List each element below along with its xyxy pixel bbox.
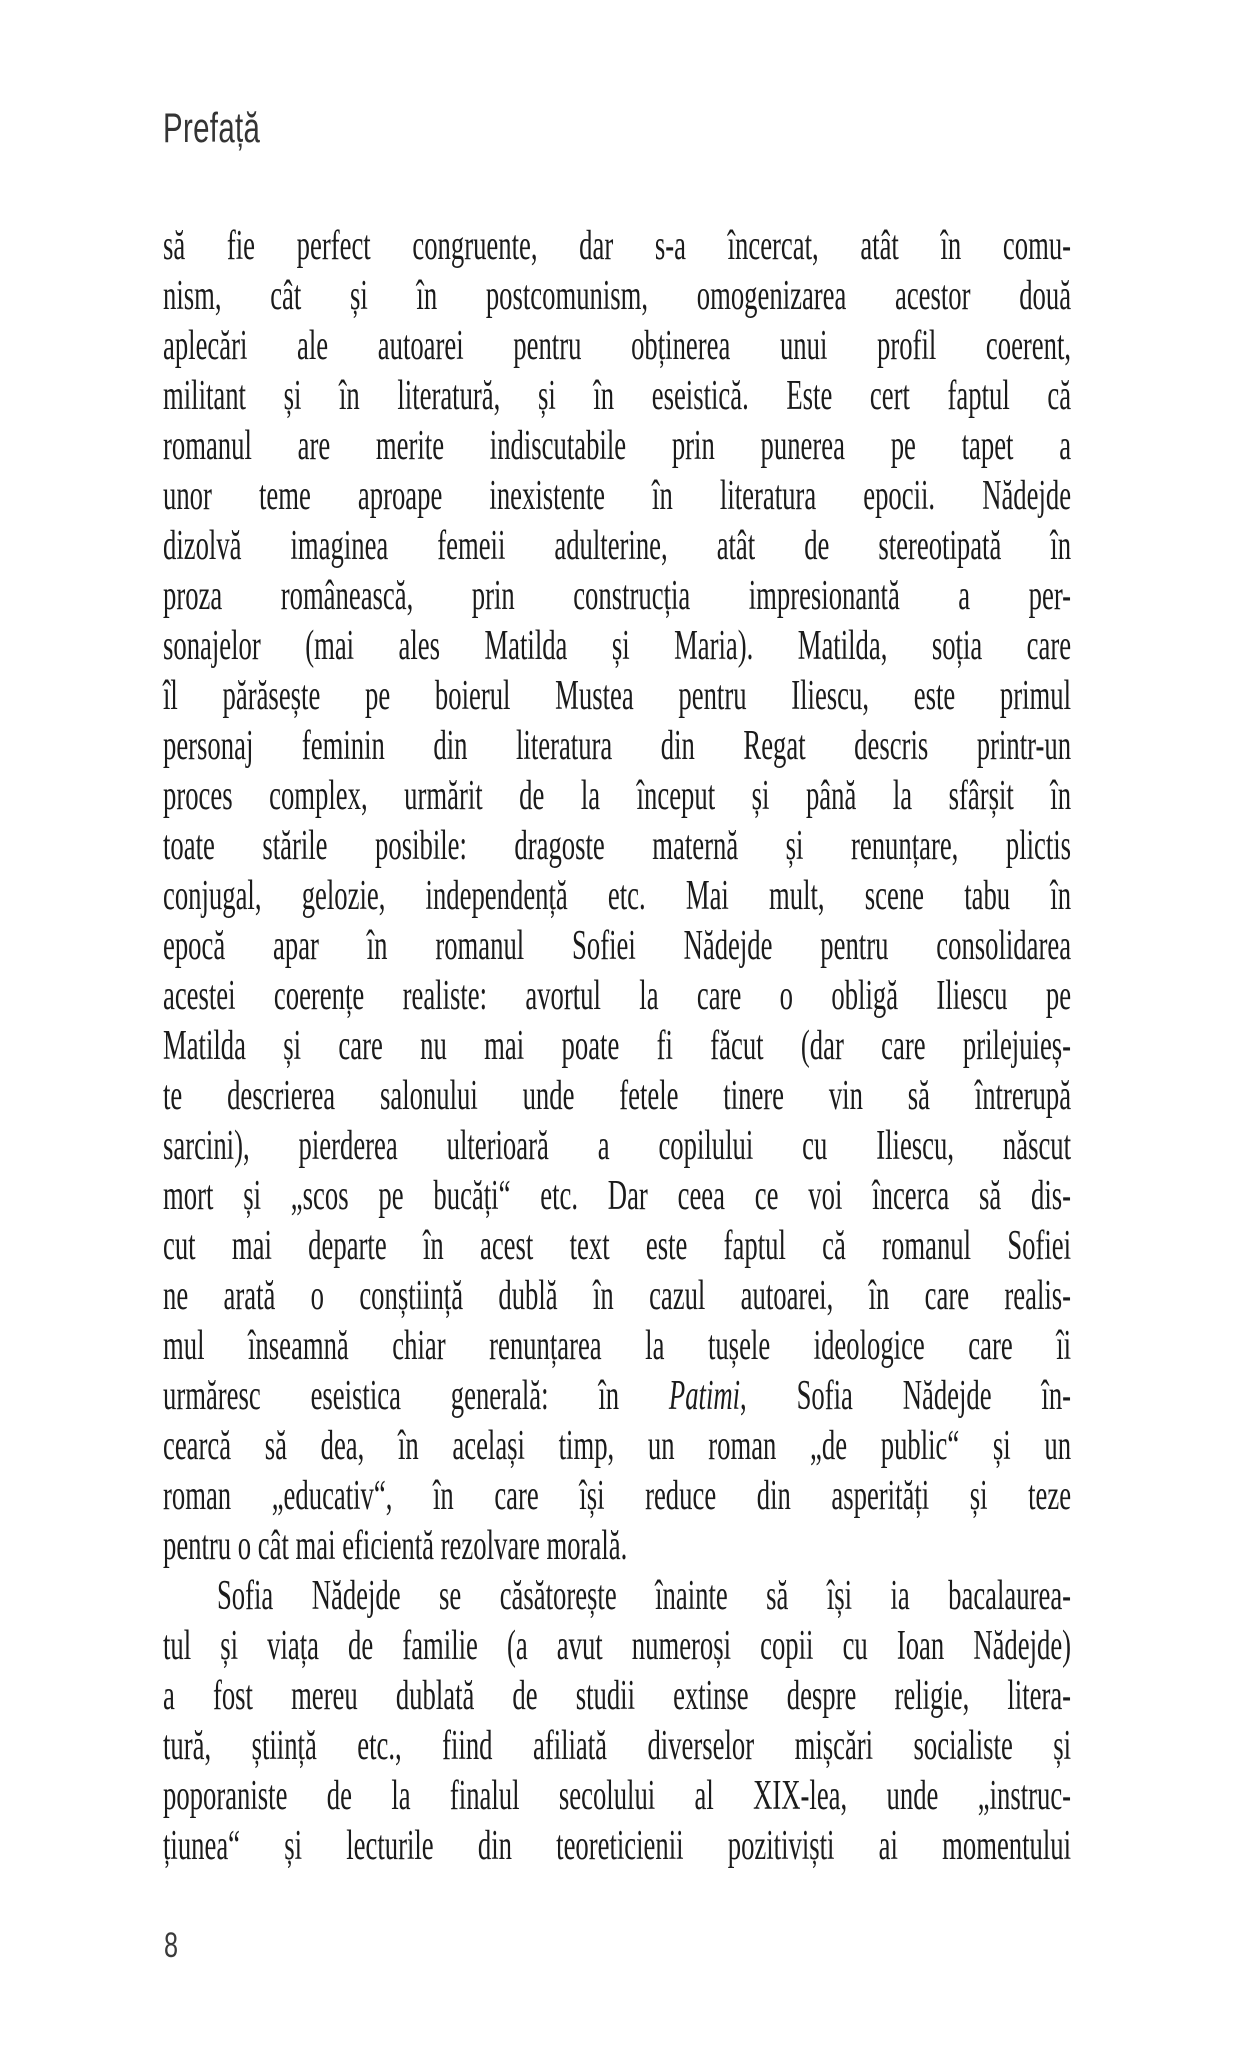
text-line	[163, 321, 1071, 371]
text-segment: ne arată o conștiință dublă în cazul autoarei, în care realis-	[163, 1273, 1072, 1319]
text-segment: țiunea“ și lecturile din teoreticienii pozitiviști ai momentului	[163, 1823, 1072, 1869]
text-segment: romanul are merite indiscutabile prin punerea pe tapet a	[163, 423, 1072, 469]
text-segment: militant și în literatură, și în eseistică. Este cert faptul că	[163, 373, 1072, 419]
chapter-header: Prefață	[163, 104, 261, 151]
body-text-block	[163, 221, 1071, 1871]
text-line	[163, 1071, 1071, 1121]
text-segment: epocă apar în romanul Sofiei Nădejde pentru consolidarea	[163, 923, 1072, 969]
text-line	[163, 821, 1071, 871]
text-line	[163, 221, 1071, 271]
text-segment: roman „educativ“, în care își reduce din asperități și teze	[163, 1473, 1072, 1519]
text-segment: tul și viața de familie (a avut numeroși copii cu Ioan Nădejde)	[163, 1623, 1072, 1669]
text-segment: proces complex, urmărit de la început și până la sfârșit în	[163, 773, 1072, 819]
text-line	[163, 1371, 1071, 1421]
text-line	[163, 521, 1071, 571]
text-segment: te descrierea salonului unde fetele tinere vin să întrerupă	[163, 1073, 1072, 1119]
text-segment: tură, știință etc., fiind afiliată diverselor mișcări socialiste și	[163, 1723, 1072, 1769]
text-line	[163, 371, 1071, 421]
text-line	[163, 871, 1071, 921]
text-line	[163, 1521, 1071, 1571]
text-line	[163, 621, 1071, 671]
text-line	[163, 421, 1071, 471]
text-line	[163, 1121, 1071, 1171]
text-line	[163, 271, 1071, 321]
text-line	[163, 471, 1071, 521]
text-segment: urmăresc eseistica generală: în	[163, 1373, 669, 1419]
text-segment: , Sofia Nădejde în-	[740, 1373, 1072, 1419]
text-segment: să fie perfect congruente, dar s-a încercat, atât în comu-	[163, 223, 1072, 269]
text-segment: sonajelor (mai ales Matilda și Maria). Matilda, soția care	[163, 623, 1072, 669]
text-segment: conjugal, gelozie, independență etc. Mai mult, scene tabu în	[163, 873, 1072, 919]
text-line	[163, 1421, 1071, 1471]
text-line	[163, 771, 1071, 821]
text-segment: îl părăsește pe boierul Mustea pentru Iliescu, este primul	[163, 673, 1072, 719]
text-segment: mul înseamnă chiar renunțarea la tușele ideologice care îi	[163, 1323, 1072, 1369]
text-segment: sarcini), pierderea ulterioară a copilului cu Iliescu, născut	[163, 1123, 1072, 1169]
italic-text-segment: Patimi	[668, 1373, 741, 1419]
text-line	[163, 571, 1071, 621]
text-line	[163, 1271, 1071, 1321]
text-segment: cut mai departe în acest text este faptul că romanul Sofiei	[163, 1223, 1072, 1269]
text-segment: acestei coerențe realiste: avortul la care o obligă Iliescu pe	[163, 973, 1072, 1019]
text-line	[163, 1571, 1071, 1621]
text-line	[163, 1321, 1071, 1371]
text-segment: toate stările posibile: dragoste maternă și renunțare, plictis	[163, 823, 1072, 869]
text-segment: dizolvă imaginea femeii adulterine, atât de stereotipată în	[163, 523, 1072, 569]
text-line	[163, 1221, 1071, 1271]
text-line	[163, 1021, 1071, 1071]
text-line	[163, 921, 1071, 971]
text-line	[163, 671, 1071, 721]
text-line	[163, 1471, 1071, 1521]
text-segment: pentru o cât mai eficientă rezolvare morală.	[163, 1523, 628, 1569]
text-segment: Matilda și care nu mai poate fi făcut (dar care prilejuieș-	[163, 1023, 1072, 1069]
text-line	[163, 1621, 1071, 1671]
text-line	[163, 971, 1071, 1021]
text-segment: Sofia Nădejde se căsătorește înainte să își ia bacalaurea-	[216, 1573, 1072, 1619]
text-segment: proza românească, prin construcția impresionantă a per-	[163, 573, 1072, 619]
text-line	[163, 1671, 1071, 1721]
text-segment: aplecări ale autoarei pentru obținerea unui profil coerent,	[163, 323, 1072, 369]
text-line	[163, 1721, 1071, 1771]
text-segment: unor teme aproape inexistente în literatura epocii. Nădejde	[163, 473, 1072, 519]
text-segment: nism, cât și în postcomunism, omogenizarea acestor două	[163, 273, 1072, 319]
text-segment: poporaniste de la finalul secolului al XIX-lea, unde „instruc-	[163, 1773, 1072, 1819]
text-line	[163, 1171, 1071, 1221]
text-segment: personaj feminin din literatura din Regat descris printr-un	[163, 723, 1072, 769]
text-line	[163, 721, 1071, 771]
text-line	[163, 1821, 1071, 1871]
text-segment: cearcă să dea, în același timp, un roman „de public“ și un	[163, 1423, 1072, 1469]
text-line	[163, 1771, 1071, 1821]
text-segment: a fost mereu dublată de studii extinse despre religie, litera-	[163, 1673, 1072, 1719]
text-segment: mort și „scos pe bucăți“ etc. Dar ceea ce voi încerca să dis-	[163, 1173, 1072, 1219]
page-number: 8	[164, 1926, 179, 1965]
